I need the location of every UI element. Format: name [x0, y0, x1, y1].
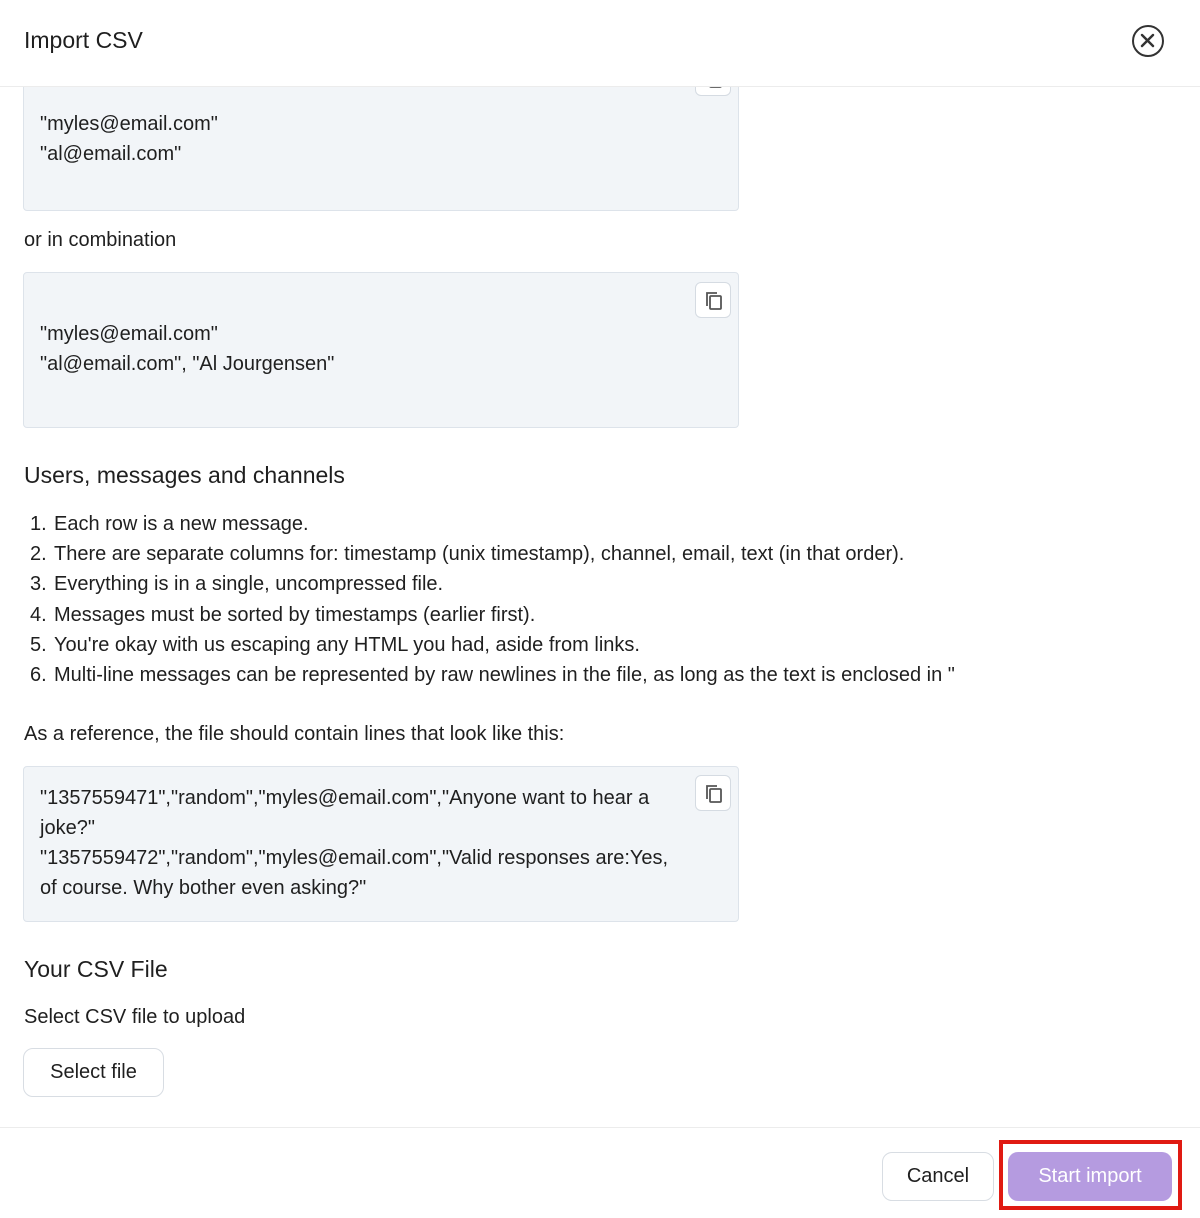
- copy-email-example-button[interactable]: [695, 87, 731, 96]
- list-item: 2. There are separate columns for: timestamp (unix timestamp), channel, email, text (in that order).: [30, 543, 905, 566]
- upload-label: Select CSV file to upload: [24, 1006, 246, 1028]
- start-import-button[interactable]: Start import: [1008, 1152, 1172, 1201]
- copy-icon: [703, 783, 725, 805]
- rules-list: [30, 509, 955, 690]
- list-item: 5. You're okay with us escaping any HTML you had, aside from links.: [30, 633, 640, 656]
- copy-combination-example-button[interactable]: [695, 282, 731, 318]
- code-line: of course. Why bother even asking?": [40, 877, 367, 899]
- code-line: "1357559471","random","myles@email.com","Anyone want to hear a: [40, 787, 650, 809]
- cancel-button[interactable]: Cancel: [882, 1152, 994, 1201]
- reference-example-box: [23, 766, 739, 922]
- list-item: 6. Multi-line messages can be represented by raw newlines in the file, as long as the text is enclosed in ": [30, 664, 955, 687]
- upload-heading: Your CSV File: [24, 956, 168, 982]
- close-button[interactable]: [1132, 25, 1164, 57]
- messages-section-heading: Users, messages and channels: [24, 462, 345, 488]
- dialog-body[interactable]: [0, 87, 1200, 1127]
- combination-example-box: [23, 272, 739, 428]
- email-example-box: [23, 87, 739, 211]
- code-line: joke?": [40, 817, 95, 839]
- dialog-title: Import CSV: [24, 27, 143, 53]
- close-circle-icon: [1139, 32, 1156, 49]
- code-line: "1357559472","random","myles@email.com","Valid responses are:Yes,: [40, 847, 669, 869]
- code-line: "al@email.com": [40, 143, 182, 165]
- code-line: "al@email.com", "Al Jourgensen": [40, 353, 335, 375]
- list-item: 1. Each row is a new message.: [30, 513, 309, 535]
- code-line: "myles@email.com": [40, 113, 218, 135]
- code-line: "myles@email.com": [40, 323, 218, 345]
- list-item: 4. Messages must be sorted by timestamps (earlier first).: [30, 603, 536, 626]
- combination-label: or in combination: [24, 229, 177, 251]
- select-file-button[interactable]: Select file: [23, 1048, 164, 1097]
- dialog-header: [0, 0, 1200, 87]
- copy-reference-example-button[interactable]: [695, 775, 731, 811]
- reference-label: As a reference, the file should contain lines that look like this:: [24, 723, 565, 745]
- copy-icon: [703, 87, 725, 90]
- copy-icon: [703, 290, 725, 312]
- dialog-footer: [0, 1127, 1200, 1218]
- list-item: 3. Everything is in a single, uncompressed file.: [30, 573, 444, 596]
